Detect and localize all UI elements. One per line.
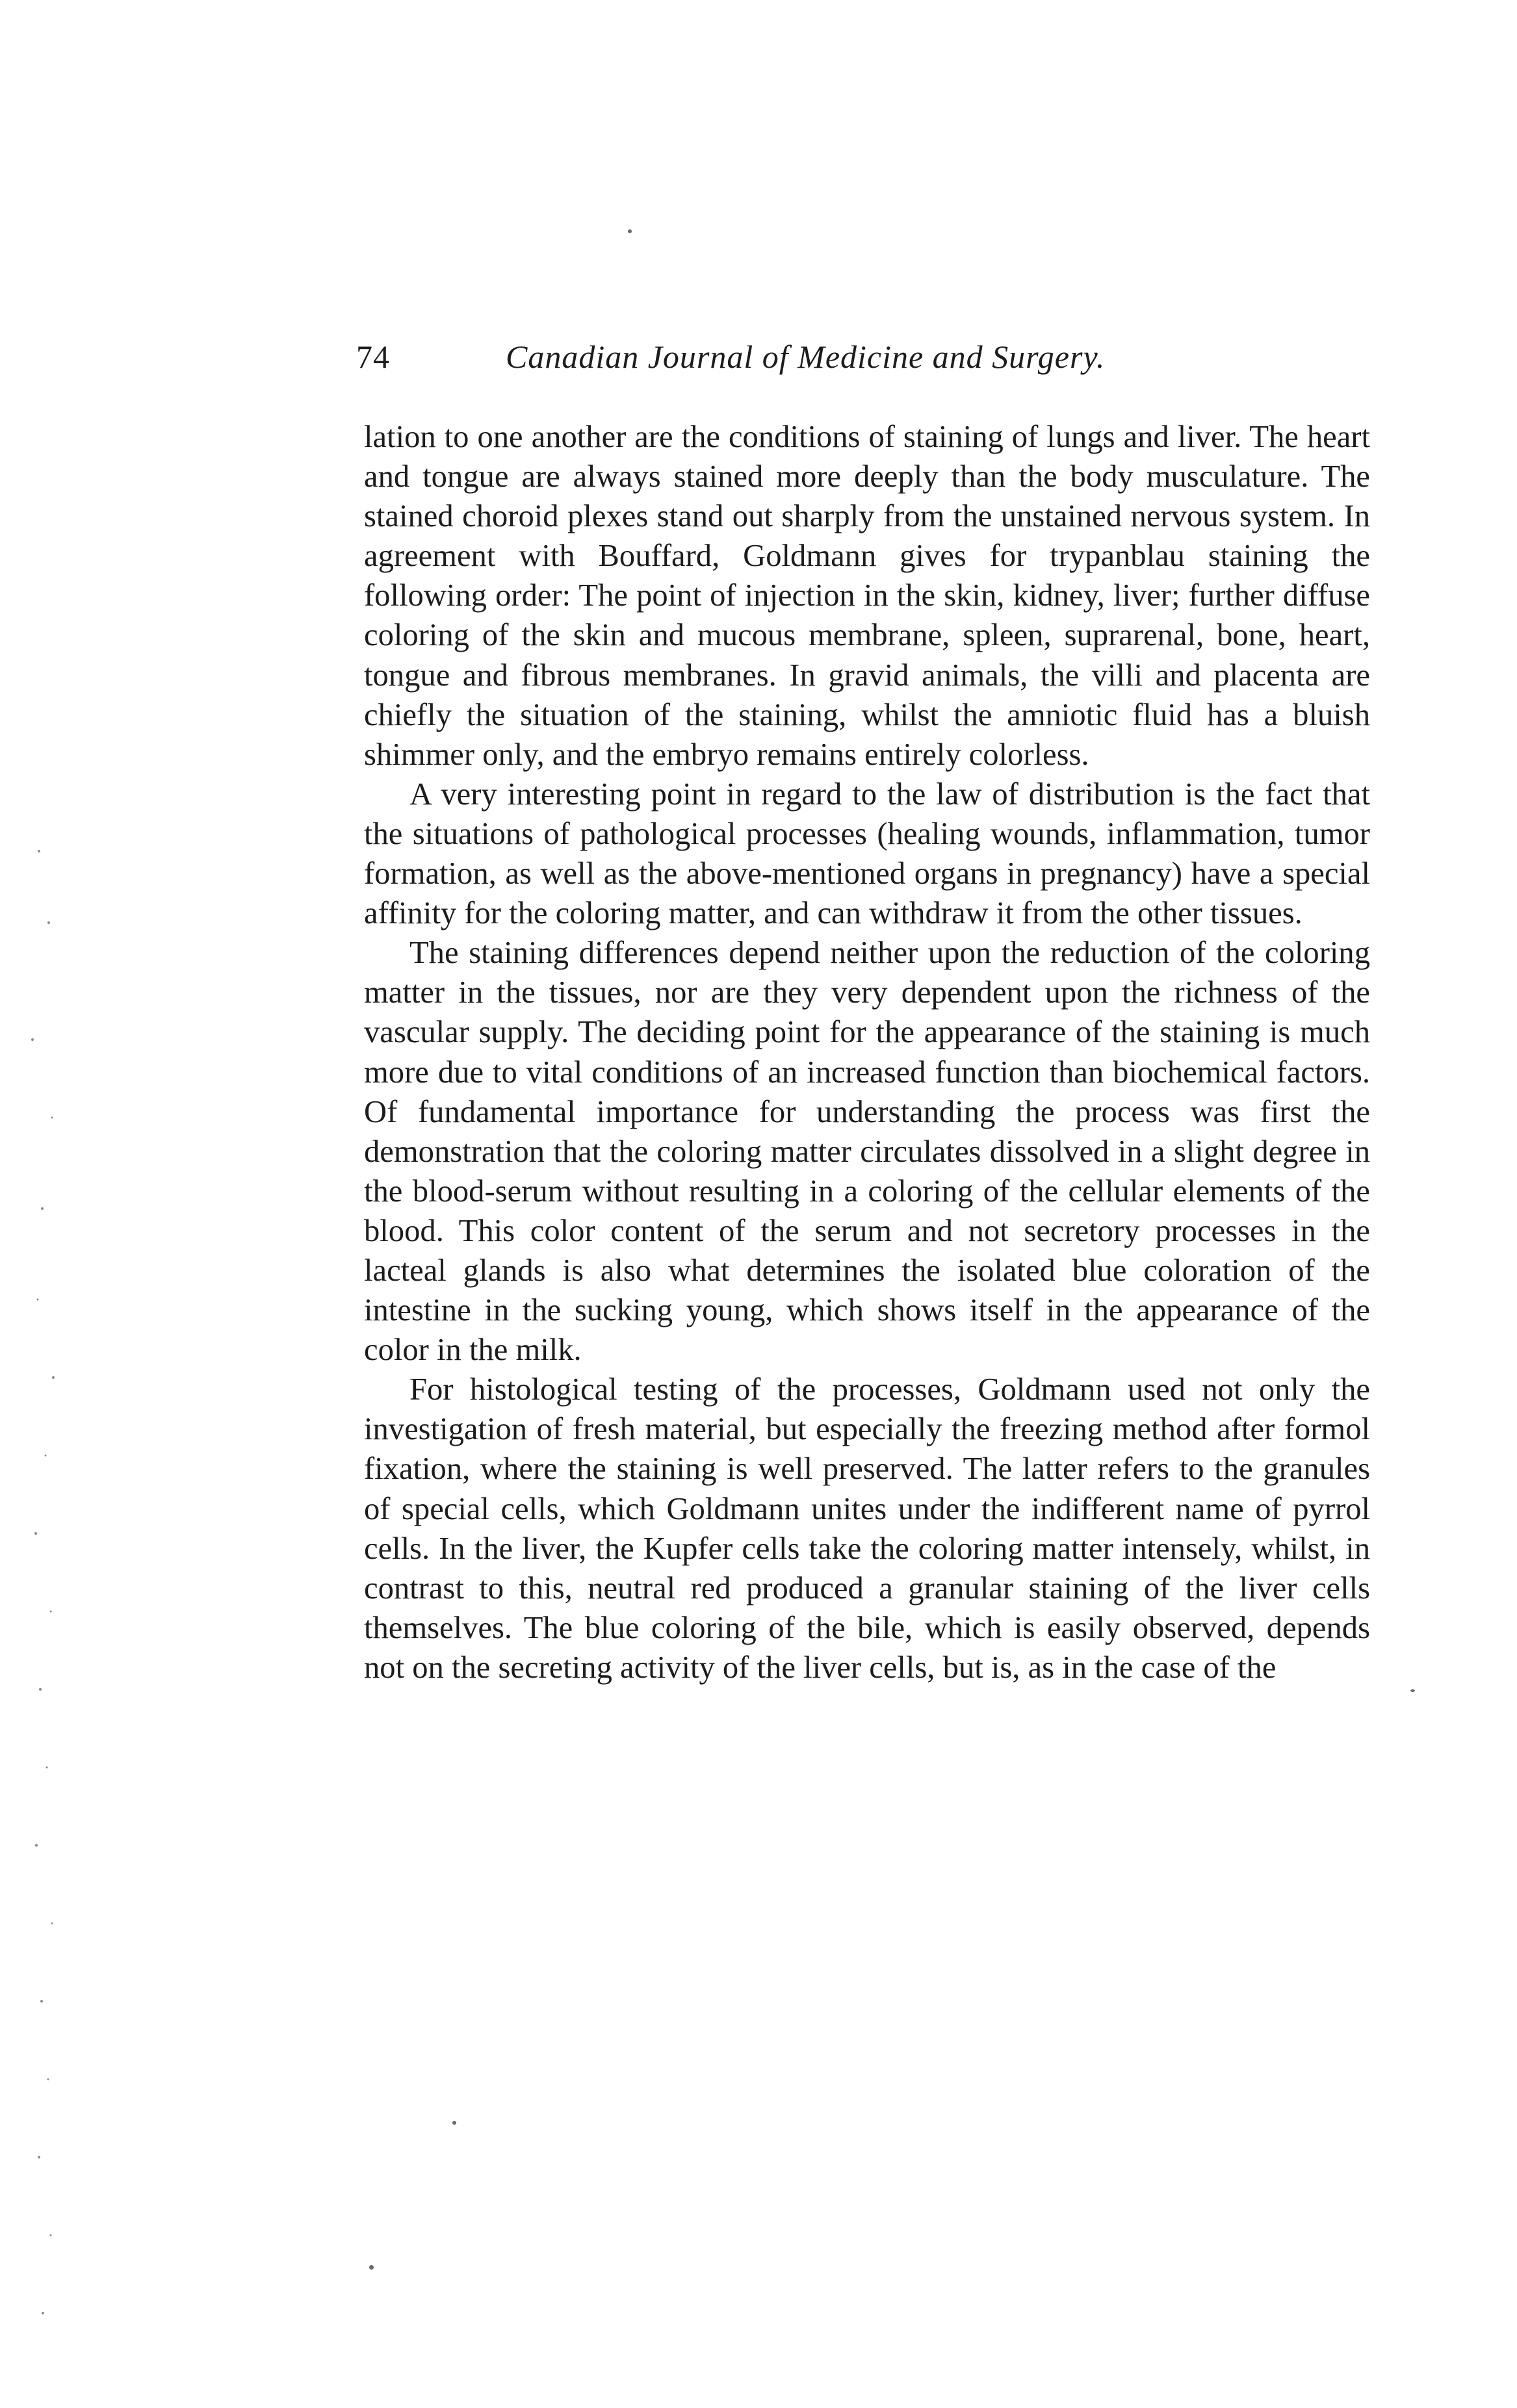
paragraph-2: A very interesting point in regard to the law of distribution is the fact that the situations of pathological processes (healing wounds, inflammation, tumor formation, as well as the above-mentioned organs in pregnancy) have a special affinity for the coloring matter, and can withdraw it from the other tissues. [364, 776, 1370, 931]
running-head: Canadian Journal of Medicine and Surgery. [506, 339, 1106, 375]
scan-speck [452, 2121, 456, 2125]
scan-speck [628, 229, 632, 233]
paragraph-1: lation to one another are the conditions of staining of lungs and liver. The heart and tongue are always stained more deeply than the body musculature. The stained choroid plexes stand out sharply from the unstained nervous system. In agreement with Bouffard, Goldmann gives for trypanblau staining the following order: The point of injection in the skin, kidney, liver; further diffuse coloring of the skin and mucous membrane, spleen, suprarenal, bone, heart, tongue and fibrous membranes. In gravid animals, the villi and placenta are chiefly the situation of the staining, whilst the amniotic fluid has a bluish shimmer only, and the embryo remains entirely colorless. [364, 419, 1370, 772]
margin-scan-noise [13, 845, 71, 2339]
page-number: 74 [356, 339, 390, 375]
scan-speck [369, 2265, 374, 2270]
paragraph-3: The staining differences depend neither upon the reduction of the coloring matter in the tissues, nor are they very dependent upon the richness of the vascular supply. The deciding point for the appearance of the staining is much more due to vital conditions of an increased function than biochemical factors. Of fundamental importance for understanding the process was first the demonstration that the coloring matter circulates dissolved in a slight degree in the blood-serum without resulting in a coloring of the cellular elements of the blood. This color content of the serum and not secretory processes in the lacteal glands is also what determines the isolated blue coloration of the intestine in the sucking young, which shows itself in the appearance of the color in the milk. [364, 935, 1370, 1368]
page-header [356, 338, 1370, 390]
body-text [364, 417, 1370, 1687]
paragraph-4: For histological testing of the processes, Goldmann used not only the investigation of fresh material, but especially the freezing method after formol fixation, where the staining is well preserved. The latter refers to the granules of special cells, which Goldmann unites under the indifferent name of pyrrol cells. In the liver, the Kupfer cells take the coloring matter intensely, whilst, in contrast to this, neutral red produced a granular staining of the liver cells themselves. The blue coloring of the bile, which is easily observed, depends not on the secreting activity of the liver cells, but is, as in the case of the [364, 1372, 1370, 1685]
scan-speck [1410, 1689, 1415, 1692]
